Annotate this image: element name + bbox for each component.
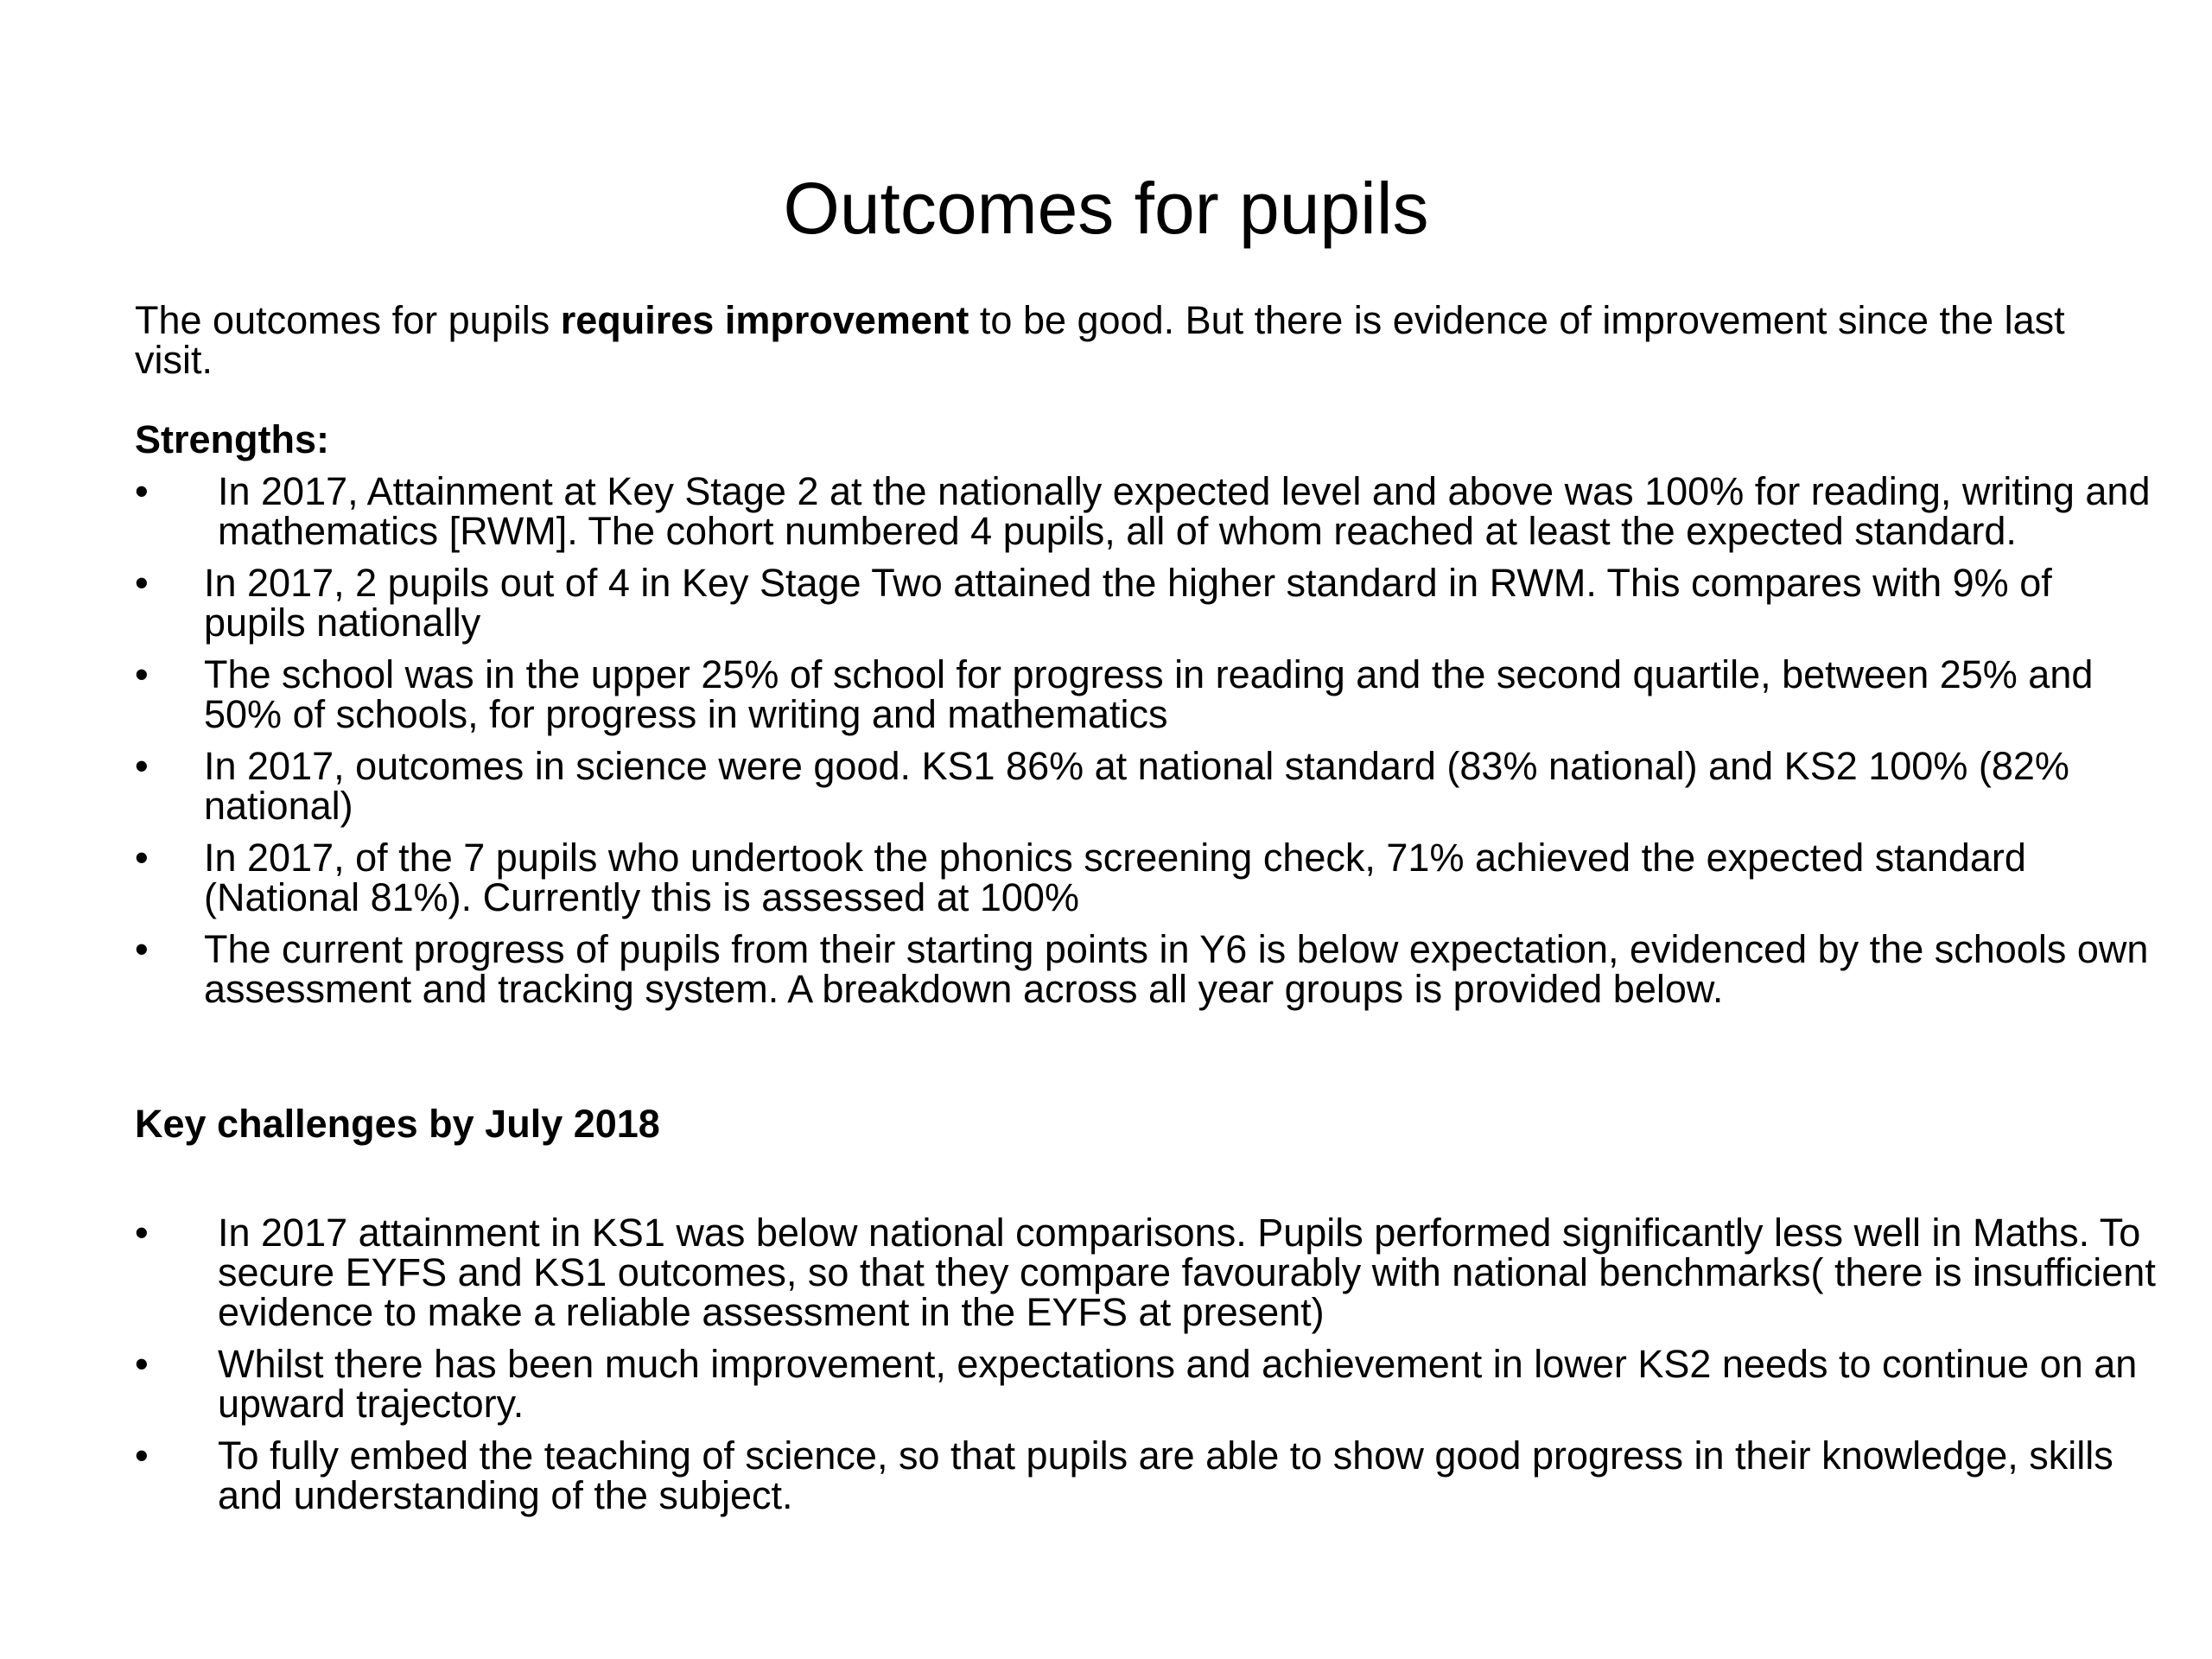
strength-item-text: The school was in the upper 25% of school for progress in reading and the second quartile, between 25% and 50% of schools, for progress in writing and mathematics	[204, 652, 2094, 736]
slide-title: Outcomes for pupils	[783, 168, 1429, 249]
strength-item-text: The current progress of pupils from their starting points in Y6 is below expectation, evidenced by the schools own assessment and tracking system. A breakdown across all year groups is provided below.	[204, 927, 2149, 1011]
intro-paragraph	[135, 298, 2139, 382]
bullet-icon: •	[135, 836, 149, 880]
challenge-item-text: Whilst there has been much improvement, expectations and achievement in lower KS2 needs to continue on an upward trajectory.	[218, 1342, 2138, 1426]
strength-item	[135, 838, 2157, 918]
bullet-icon: •	[135, 1342, 149, 1386]
strength-item-text: In 2017, outcomes in science were good. KS1 86% at national standard (83% national) and KS2 100% (82% national)	[204, 744, 2069, 828]
challenges-list	[135, 1213, 2157, 1516]
challenge-item	[135, 1213, 2157, 1332]
challenges-heading: Key challenges by July 2018	[135, 1102, 660, 1146]
strength-item-text: In 2017, 2 pupils out of 4 in Key Stage Two attained the higher standard in RWM. This compares with 9% of pupils nationally	[204, 561, 2052, 645]
intro-bold-text: requires improvement	[560, 298, 969, 342]
strengths-list	[135, 469, 2157, 1011]
bullet-icon: •	[135, 1433, 149, 1478]
bullet-icon: •	[135, 927, 149, 971]
strength-item	[135, 469, 2157, 553]
bullet-icon: •	[135, 561, 149, 605]
strength-item	[135, 927, 2157, 1011]
intro-text-before: The outcomes for pupils	[135, 298, 561, 342]
bullet-icon: •	[135, 1211, 149, 1255]
challenge-item-text: In 2017 attainment in KS1 was below national comparisons. Pupils performed significantly less well in Maths. To secure EYFS and KS1 outcomes, so that they compare favourably with national benchmarks( there is insufficient evidence to make a reliable assessment in the EYFS at present)	[218, 1211, 2156, 1334]
challenge-item	[135, 1344, 2157, 1424]
strength-item	[135, 744, 2157, 828]
challenge-item	[135, 1433, 2157, 1517]
bullet-icon: •	[135, 652, 149, 696]
strengths-heading: Strengths:	[135, 417, 329, 461]
bullet-icon: •	[135, 469, 149, 513]
intro-text-after: to be good. But there is evidence of improvement since the last visit.	[135, 298, 2065, 382]
bullet-icon: •	[135, 744, 149, 788]
strength-item-text: In 2017, of the 7 pupils who undertook the phonics screening check, 71% achieved the expected standard (National 81%). Currently this is assessed at 100%	[204, 836, 2026, 919]
strength-item-text: In 2017, Attainment at Key Stage 2 at the nationally expected level and above was 100% for reading, writing and mathematics [RWM]. The cohort numbered 4 pupils, all of whom reached at least the expected standard.	[218, 469, 2151, 553]
strength-item	[135, 652, 2157, 736]
challenge-item-text: To fully embed the teaching of science, so that pupils are able to show good progress in their knowledge, skills and understanding of the subject.	[218, 1433, 2113, 1517]
strength-item	[135, 563, 2157, 643]
